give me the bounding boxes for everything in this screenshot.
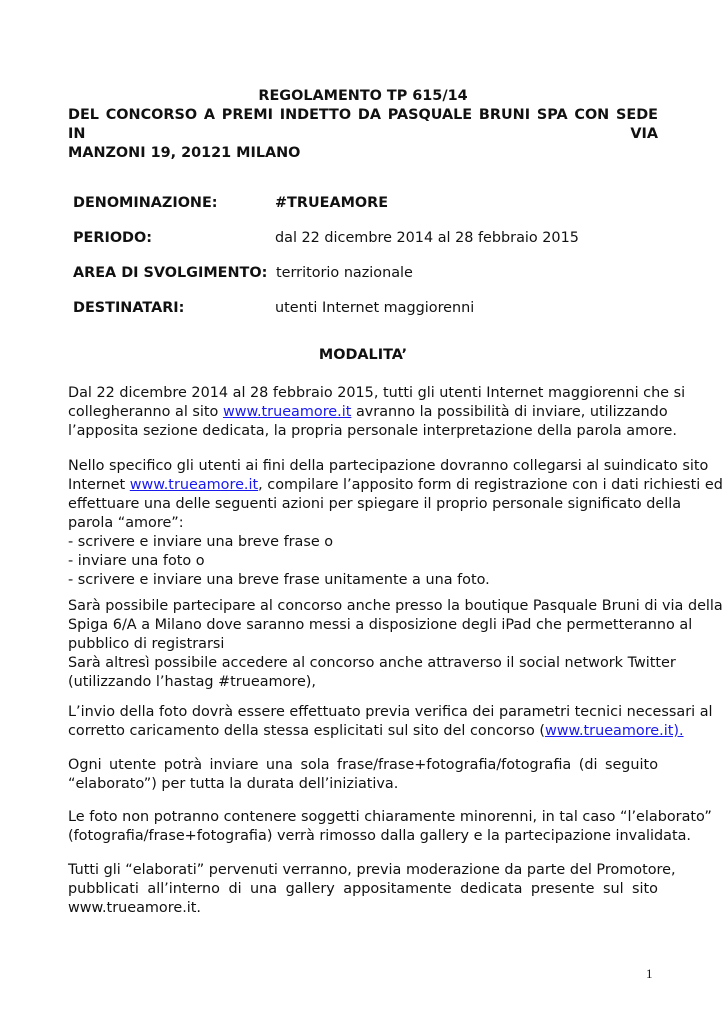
section-title: MODALITA’	[318, 347, 408, 363]
paragraph-line: l’apposita sezione dedicata, la propria personale interpretazione della parola amore.	[68, 423, 677, 439]
field-label: AREA DI SVOLGIMENTO:	[73, 265, 268, 281]
field-label: DESTINATARI:	[73, 300, 185, 316]
paragraph-1	[68, 384, 686, 441]
field-value: #TRUEAMORE	[275, 195, 389, 211]
paragraph-line: Tutti gli “elaborati” pervenuti verranno, previa moderazione da parte del Promotore,	[68, 862, 676, 878]
field-value: territorio nazionale	[276, 265, 413, 281]
field-label: DENOMINAZIONE:	[73, 195, 218, 211]
paragraph-line: Spiga 6/A a Milano dove saranno messi a disposizione degli iPad che permetteranno al	[68, 617, 693, 633]
document-title	[68, 87, 658, 163]
title-line-2: DEL CONCORSO A PREMI INDETTO DA PASQUALE BRUNI SPA CON SEDE IN VIA	[68, 107, 658, 142]
list-item: - scrivere e inviare una breve frase o	[68, 534, 334, 550]
field-value: utenti Internet maggiorenni	[275, 300, 475, 316]
paragraph-line: Sarà possibile partecipare al concorso anche presso la boutique Pasquale Bruni di via della	[68, 598, 723, 614]
paragraph-line: corretto caricamento della stessa esplicitati sul sito del concorso (www.trueamore.it).	[68, 723, 684, 739]
page-number: 1	[646, 966, 653, 981]
paragraph-line: Ogni utente potrà inviare una sola frase/frase+fotografia/fotografia (di seguito	[68, 757, 658, 773]
paragraph-line: Internet www.trueamore.it, compilare l’apposito form di registrazione con i dati richiesti ed	[68, 477, 723, 493]
paragraph-line: pubblico di registrarsi	[68, 636, 225, 652]
paragraph-7	[68, 861, 676, 918]
paragraph-5	[68, 756, 658, 794]
trueamore-link[interactable]: www.trueamore.it	[222, 404, 352, 420]
list-item: - scrivere e inviare una breve frase unitamente a una foto.	[68, 572, 490, 588]
field-value: dal 22 dicembre 2014 al 28 febbraio 2015	[275, 230, 579, 246]
paragraph-4	[68, 703, 713, 741]
list-item: - inviare una foto o	[68, 553, 205, 569]
trueamore-link[interactable]: www.trueamore.it	[129, 477, 259, 493]
paragraph-line: Le foto non potranno contenere soggetti chiaramente minorenni, in tal caso “l’elaborato”	[68, 809, 712, 825]
paragraph-line: Sarà altresì possibile accedere al concorso anche attraverso il social network Twitter	[68, 655, 676, 671]
paragraph-line: Nello specifico gli utenti ai fini della partecipazione dovranno collegarsi al suindicato sito	[68, 458, 709, 474]
title-line-3: MANZONI 19, 20121 MILANO	[68, 145, 301, 161]
paragraph-line: (utilizzando l’hastag #trueamore),	[68, 674, 316, 690]
paragraph-line: effettuare una delle seguenti azioni per spiegare il proprio personale significato della	[68, 496, 682, 512]
paragraph-line: www.trueamore.it.	[68, 900, 201, 916]
paragraph-6	[68, 808, 712, 846]
paragraph-line: collegheranno al sito www.trueamore.it avranno la possibilità di inviare, utilizzando	[68, 404, 668, 420]
title-line-1: REGOLAMENTO TP 615/14	[258, 88, 468, 104]
paragraph-line: pubblicati all’interno di una gallery appositamente dedicata presente sul sito	[68, 881, 658, 897]
paragraph-line: Dal 22 dicembre 2014 al 28 febbraio 2015, tutti gli utenti Internet maggiorenni che si	[68, 385, 686, 401]
paragraph-line: “elaborato”) per tutta la durata dell’iniziativa.	[68, 776, 399, 792]
paragraph-2	[68, 457, 723, 590]
paragraph-line: (fotografia/frase+fotografia) verrà rimosso dalla gallery e la partecipazione invalidata.	[68, 828, 691, 844]
paragraph-line: parola “amore”:	[68, 515, 184, 531]
paragraph-line: L’invio della foto dovrà essere effettuato previa verifica dei parametri tecnici necessari al	[68, 704, 713, 720]
paragraph-3	[68, 597, 723, 692]
trueamore-link[interactable]: www.trueamore.it).	[544, 723, 684, 739]
field-label: PERIODO:	[73, 230, 152, 246]
